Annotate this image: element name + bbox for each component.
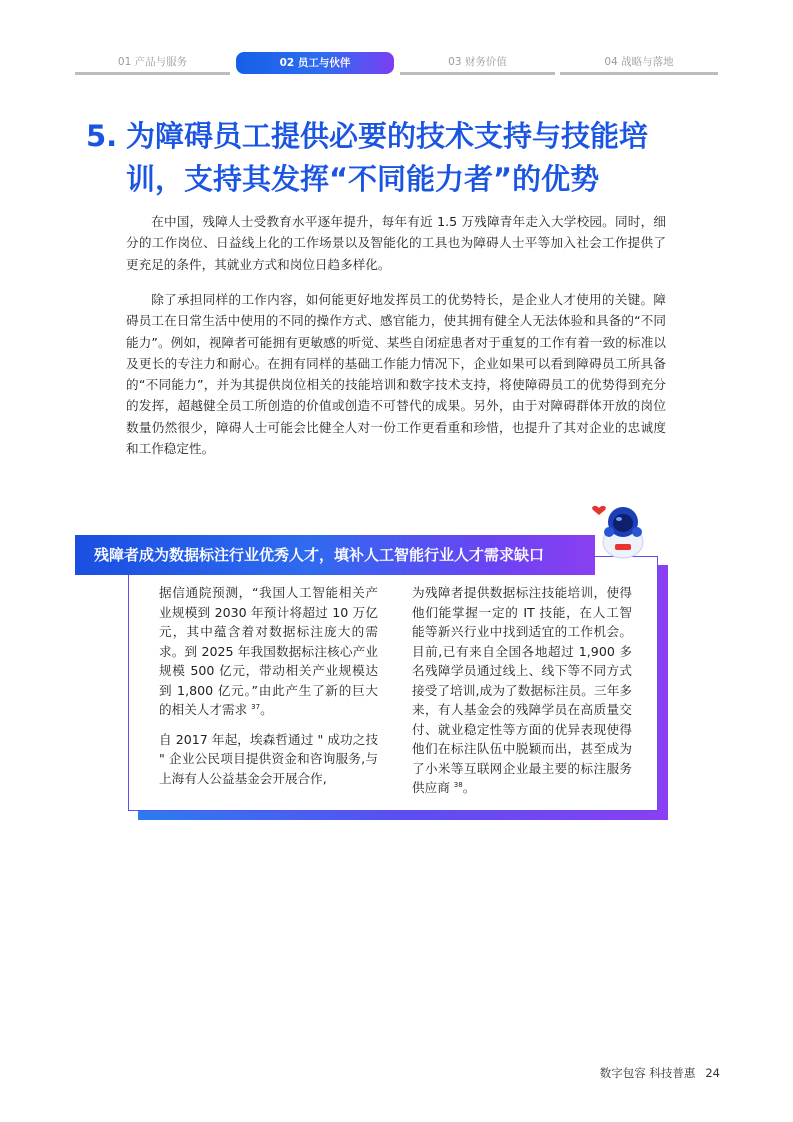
heading-line-1: 为障碍员工提供必要的技术支持与技能培 [126,119,649,153]
footnote-ref-37: 37 [251,702,261,711]
footer-title: 数字包容 科技普惠 [599,1066,696,1080]
section-nav [75,52,718,74]
body-paragraph-2: 除了承担同样的工作内容，如何能更好地发挥员工的优势特长，是企业人才使用的关键。障碍员工在日常生活中使用的不同的操作方式、感官能力，使其拥有健全人无法体验和具备的“不同能力”。例如，视障者可能拥有更敏感的听觉、某些自闭症患者对于重复的工作有着一致的标准以及更长的专注力和耐心。在拥有同样的基础工作能力情况下，企业如果可以看到障碍员工所具备的“不同能力”，并为其提供岗位相关的技能培训和数字技术支持，将使障碍员工的优势得到充分的发挥，超越健全员工所创造的价值或创造不可替代的成果。另外，由于对障碍群体开放的岗位数量仍然很少，障碍人士可能会比健全人对一份工作更看重和珍惜，也提升了其对企业的忠诚度和工作稳定性。 [126,292,666,457]
case-right-paragraph-1: 为残障者提供数据标注技能培训，使得他们能掌握一定的 IT 技能，在人工智能等新兴行业中找到适宜的工作机会。目前,已有来自全国各地超过 1,900 多名残障学员通过线上、线下等不同方式接受了培训,成为了数据标注员。三年多来，有人基金会的残障学员在高质量交付、就业稳定性等方面的优异表现使得他们在标注队伍中脱颖而出，甚至成为了小米等互联网企业最主要的标注服务供应商 $^{38}$。 [412,585,632,795]
heading-line-2: 训，支持其发挥“不同能力者”的优势 [126,162,600,196]
case-title-banner: 残障者成为数据标注行业优秀人才，填补人工智能行业人才需求缺口 [75,535,595,575]
tab-strategy-implementation[interactable]: 04 战略与落地 [560,52,718,75]
tab-financial-value[interactable]: 03 财务价值 [400,52,555,75]
case-left-paragraph-1: 据信通院预测，“我国人工智能相关产业规模到 2030 年预计将超过 10 万亿元，其中蕴含着对数据标注庞大的需求。到 2025 年我国数据标注核心产业规模 500 亿元，带动相关产业规模达到 1,800 亿元。”由此产生了新的巨大的相关人才需求 $^{37}$。 [159,585,378,717]
case-left-column [159,583,378,788]
page-number: 24 [705,1066,720,1080]
tab-products-services[interactable]: 01 产品与服务 [75,52,230,75]
tab-employees-partners[interactable]: 02 员工与伙伴 [236,52,394,74]
case-left-paragraph-2: 自 2017 年起，埃森哲通过 " 成功之技 " 企业公民项目提供资金和咨询服务,与上海有人公益基金会开展合作, [159,731,378,786]
astronaut-mascot-icon [585,498,655,560]
case-right-column [412,583,632,798]
page-footer [560,1065,720,1081]
body-paragraph-1: 在中国，残障人士受教育水平逐年提升，每年有近 1.5 万残障青年走入大学校园。同时，细分的工作岗位、日益线上化的工作场景以及智能化的工具也为障碍人士平等加入社会工作提供了更充足的条件，其就业方式和岗位日趋多样化。 [126,214,666,272]
heading-number: 5. [86,119,118,153]
footnote-ref-38: 38 [453,780,463,789]
